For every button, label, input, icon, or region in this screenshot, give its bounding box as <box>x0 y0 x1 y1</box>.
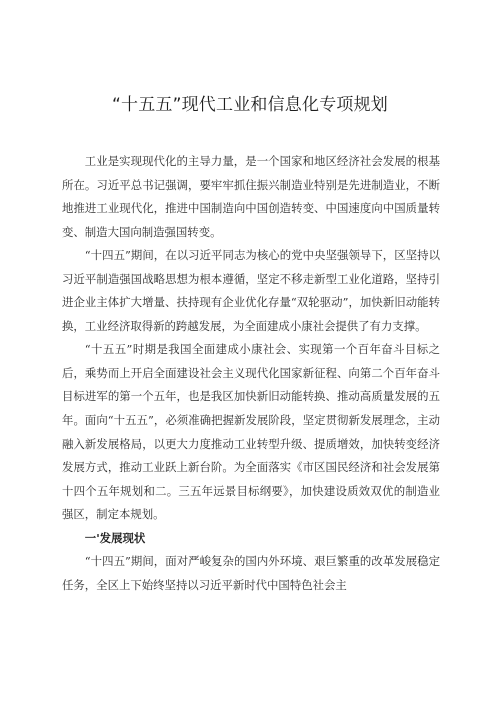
paragraph-1: 工业是实现现代化的主导力量，是一个国家和地区经济社会发展的根基所在。习近平总书记强调，要牢牢抓住振兴制造业特别是先进制造业，不断地推进工业现代化，推进中国制造向中国创造转变、中国速度向中国质量转变、制造大国向制造强国转变。 <box>62 154 440 239</box>
paragraph-3: “十五五”时期是我国全面建成小康社会、实现第一个百年奋斗目标之后，乘势而上开启全面建设社会主义现代化国家新征程、向第二个百年奋斗目标进军的第一个五年，也是我区加快新旧动能转换、推动高质量发展的五年。面向“十五五”，必须准确把握新发展阶段，坚定贯彻新发展理念，主动融入新发展格局，以更大力度推动工业转型升级、提质增效，加快转变经济发展方式，推动工业跃上新台阶。为全面落实《市区国民经济和社会发展第十四个五年规划和二。三五年远景目标纲要》，加快建设质效双优的制造业强区，制定本规划。 <box>62 342 440 522</box>
section-heading: 一'发展现状 <box>84 530 146 545</box>
paragraph-2: “十四五”期间，在以习近平同志为核心的党中央坚强领导下，区坚持以习近平制造强国战略思想为根本遵循，坚定不移走新型工业化道路，坚持引进企业主体扩大增量、扶持现有企业优化存量“双轮驱动”，加快新旧动能转换，工业经济取得新的跨越发展，为全面建成小康社会提供了有力支撑。 <box>62 248 440 333</box>
section-paragraph: “十四五”期间，面对严峻复杂的国内外环境、艰巨繁重的改革发展稳定任务，全区上下始终坚持以习近平新时代中国特色社会主 <box>62 554 440 592</box>
document-title: “十五五”现代工业和信息化专项规划 <box>111 95 388 115</box>
document-body <box>62 150 440 597</box>
